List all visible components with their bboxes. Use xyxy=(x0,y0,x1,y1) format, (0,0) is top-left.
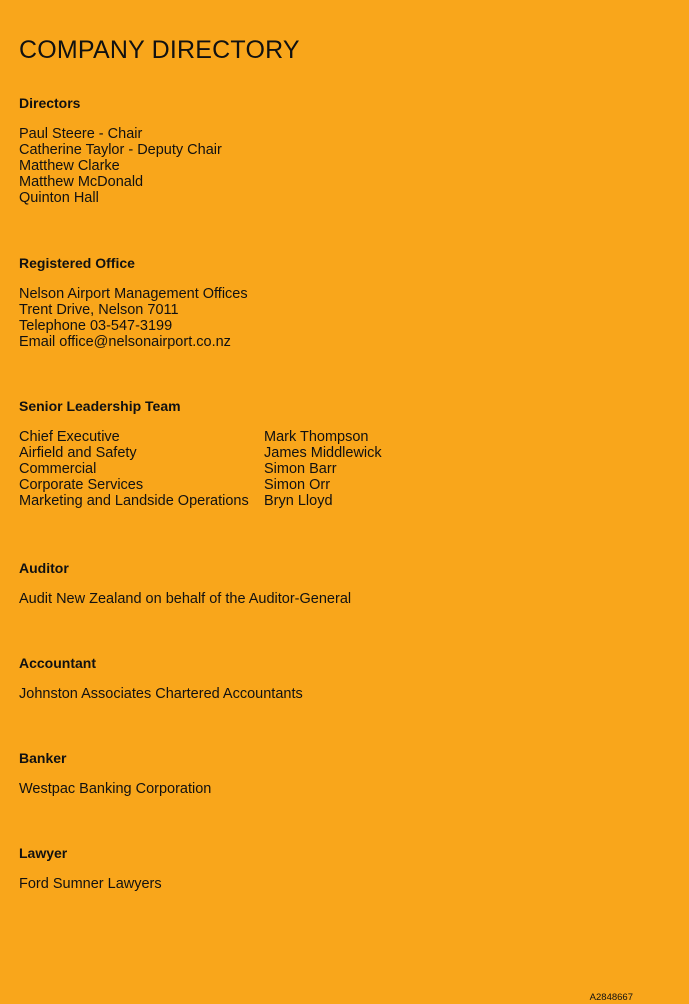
accountant-text xyxy=(19,686,303,702)
office-line: Telephone 03-547-3199 xyxy=(19,318,173,334)
lawyer-text xyxy=(19,876,162,892)
banker-heading: Banker xyxy=(19,750,67,766)
director-name: Quinton Hall xyxy=(19,190,99,206)
senior-leadership-section xyxy=(19,397,382,509)
senior-leadership-heading: Senior Leadership Team xyxy=(19,398,181,414)
slt-name: Simon Orr xyxy=(264,477,331,493)
auditor-heading: Auditor xyxy=(19,560,69,576)
registered-office-heading: Registered Office xyxy=(19,255,135,271)
office-line: Trent Drive, Nelson 7011 xyxy=(19,302,179,318)
lawyer-section xyxy=(19,844,162,892)
director-name: Matthew McDonald xyxy=(19,174,144,190)
document-reference: A2848667 xyxy=(589,992,633,1003)
registered-office-lines xyxy=(19,286,248,350)
slt-role: Corporate Services xyxy=(19,477,144,493)
slt-role: Marketing and Landside Operations xyxy=(19,493,249,509)
office-line: Nelson Airport Management Offices xyxy=(19,286,248,302)
director-name: Matthew Clarke xyxy=(19,158,120,174)
slt-role: Airfield and Safety xyxy=(19,445,137,461)
page-title: COMPANY DIRECTORY xyxy=(19,36,300,64)
auditor-text xyxy=(19,591,351,607)
banker-value: Westpac Banking Corporation xyxy=(19,781,212,797)
accountant-heading: Accountant xyxy=(19,655,96,671)
auditor-section xyxy=(19,559,351,607)
accountant-value: Johnston Associates Chartered Accountants xyxy=(19,686,303,702)
banker-text xyxy=(19,781,211,797)
auditor-value: Audit New Zealand on behalf of the Auditor-General xyxy=(19,591,352,607)
senior-leadership-table xyxy=(19,429,382,509)
slt-name: Bryn Lloyd xyxy=(264,493,333,509)
slt-role: Commercial xyxy=(19,461,97,477)
directors-list xyxy=(19,126,222,206)
lawyer-value: Ford Sumner Lawyers xyxy=(19,876,162,892)
lawyer-heading: Lawyer xyxy=(19,845,68,861)
slt-name: Simon Barr xyxy=(264,461,337,477)
director-name: Catherine Taylor - Deputy Chair xyxy=(19,142,222,158)
slt-name: James Middlewick xyxy=(264,445,382,461)
slt-name: Mark Thompson xyxy=(264,429,369,445)
banker-section xyxy=(19,749,211,797)
directors-heading: Directors xyxy=(19,95,81,111)
directors-section xyxy=(19,94,222,206)
accountant-section xyxy=(19,654,303,702)
slt-role: Chief Executive xyxy=(19,429,120,445)
office-line: Email office@nelsonairport.co.nz xyxy=(19,334,231,350)
registered-office-section xyxy=(19,254,248,350)
director-name: Paul Steere - Chair xyxy=(19,126,143,142)
